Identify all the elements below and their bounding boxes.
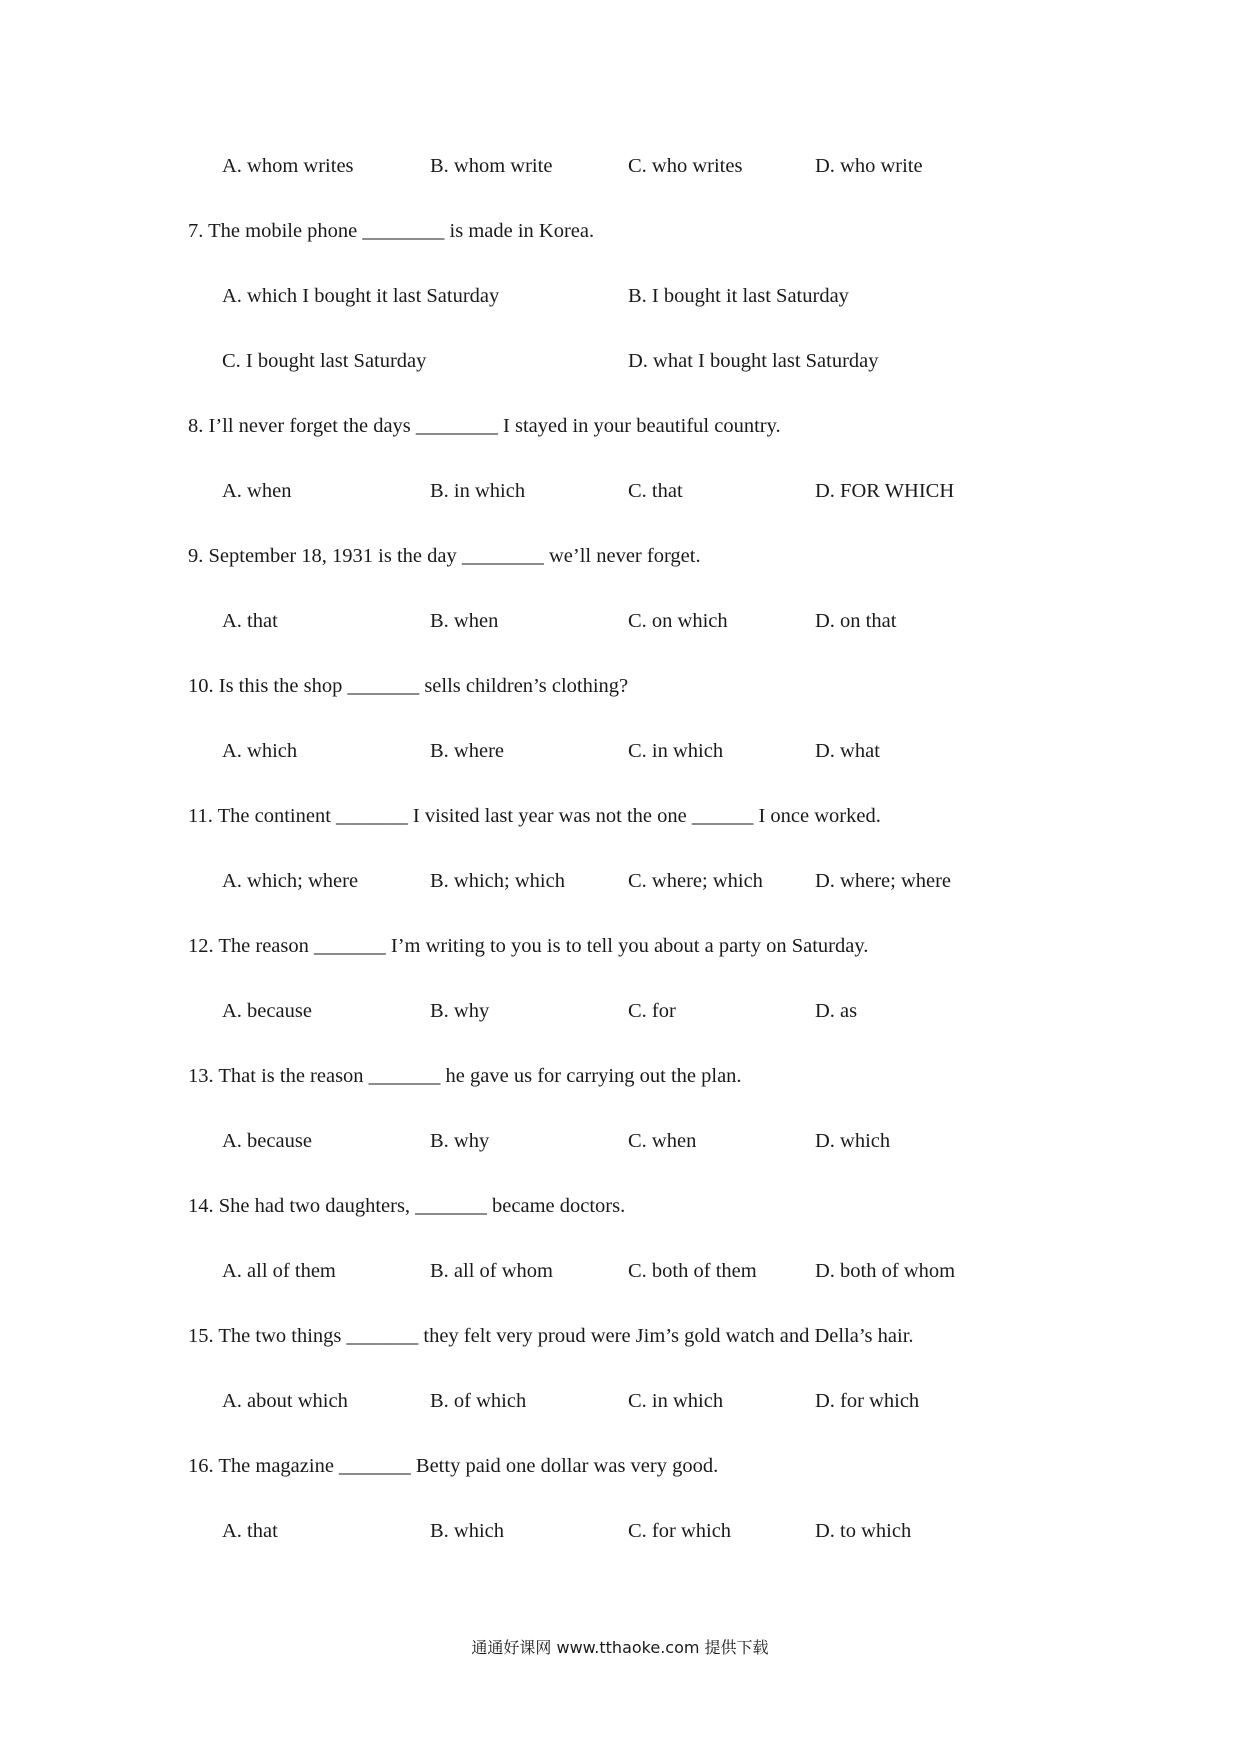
q6-option-b: B. whom write <box>430 155 553 177</box>
q7-options-row2 <box>0 341 1240 381</box>
q16-stem <box>0 1446 1240 1486</box>
q9-option-d: D. on that <box>815 610 897 632</box>
q12-option-a: A. because <box>222 1000 312 1022</box>
q6-options <box>0 146 1240 186</box>
q16-option-b: B. which <box>430 1520 505 1542</box>
q15-option-c: C. in which <box>628 1390 724 1412</box>
question-text: 14. She had two daughters, _______ became doctors. <box>188 1195 626 1217</box>
question-text: 8. I’ll never forget the days ________ I stayed in your beautiful country. <box>188 415 781 437</box>
q13-option-b: B. why <box>430 1130 490 1152</box>
q14-option-c: C. both of them <box>628 1260 757 1282</box>
q11-stem <box>0 796 1240 836</box>
q12-option-c: C. for <box>628 1000 676 1022</box>
q14-stem <box>0 1186 1240 1226</box>
q12-stem <box>0 926 1240 966</box>
q13-options <box>0 1121 1240 1161</box>
q7-option-d: D. what I bought last Saturday <box>628 350 879 372</box>
q9-options <box>0 601 1240 641</box>
q10-option-c: C. in which <box>628 740 724 762</box>
q8-option-d: D. FOR WHICH <box>815 480 955 502</box>
q7-stem <box>0 211 1240 251</box>
q13-option-a: A. because <box>222 1130 312 1152</box>
q13-stem <box>0 1056 1240 1096</box>
q15-option-d: D. for which <box>815 1390 920 1412</box>
q14-options <box>0 1251 1240 1291</box>
q8-stem <box>0 406 1240 446</box>
q10-option-b: B. where <box>430 740 505 762</box>
q10-options <box>0 731 1240 771</box>
q8-option-a: A. when <box>222 480 292 502</box>
q14-option-b: B. all of whom <box>430 1260 553 1282</box>
q11-option-d: D. where; where <box>815 870 952 892</box>
page-footer: 通通好课网 www.tthaoke.com 提供下载 <box>471 1638 769 1657</box>
q7-option-a: A. which I bought it last Saturday <box>222 285 500 307</box>
q10-option-d: D. what <box>815 740 880 762</box>
q6-option-d: D. who write <box>815 155 923 177</box>
question-text: 12. The reason _______ I’m writing to you is to tell you about a party on Saturday. <box>188 935 869 957</box>
q6-option-c: C. who writes <box>628 155 743 177</box>
q7-option-c: C. I bought last Saturday <box>222 350 427 372</box>
q11-option-b: B. which; which <box>430 870 565 892</box>
q11-options <box>0 861 1240 901</box>
question-text: 16. The magazine _______ Betty paid one dollar was very good. <box>188 1455 719 1477</box>
q16-options <box>0 1511 1240 1551</box>
q7-options-row1 <box>0 276 1240 316</box>
q14-option-a: A. all of them <box>222 1260 336 1282</box>
q8-option-c: C. that <box>628 480 683 502</box>
q15-option-a: A. about which <box>222 1390 348 1412</box>
q15-option-b: B. of which <box>430 1390 527 1412</box>
q8-options <box>0 471 1240 511</box>
q13-option-c: C. when <box>628 1130 697 1152</box>
question-text: 9. September 18, 1931 is the day ________ we’ll never forget. <box>188 545 701 567</box>
q16-option-a: A. that <box>222 1520 278 1542</box>
q9-option-a: A. that <box>222 610 278 632</box>
q7-option-b: B. I bought it last Saturday <box>628 285 849 307</box>
q15-options <box>0 1381 1240 1421</box>
question-text: 10. Is this the shop _______ sells children’s clothing? <box>188 675 629 697</box>
question-text: 15. The two things _______ they felt very proud were Jim’s gold watch and Della’s hair. <box>188 1325 914 1347</box>
q12-option-b: B. why <box>430 1000 490 1022</box>
q16-option-c: C. for which <box>628 1520 732 1542</box>
q11-option-a: A. which; where <box>222 870 359 892</box>
q14-option-d: D. both of whom <box>815 1260 956 1282</box>
q16-option-d: D. to which <box>815 1520 912 1542</box>
q15-stem <box>0 1316 1240 1356</box>
q10-option-a: A. which <box>222 740 298 762</box>
q8-option-b: B. in which <box>430 480 526 502</box>
q10-stem <box>0 666 1240 706</box>
q9-stem <box>0 536 1240 576</box>
q13-option-d: D. which <box>815 1130 891 1152</box>
q12-option-d: D. as <box>815 1000 858 1022</box>
q9-option-c: C. on which <box>628 610 728 632</box>
q12-options <box>0 991 1240 1031</box>
q6-option-a: A. whom writes <box>222 155 354 177</box>
question-text: 13. That is the reason _______ he gave us for carrying out the plan. <box>188 1065 742 1087</box>
q9-option-b: B. when <box>430 610 499 632</box>
question-text: 7. The mobile phone ________ is made in Korea. <box>188 220 595 242</box>
q11-option-c: C. where; which <box>628 870 763 892</box>
question-text: 11. The continent _______ I visited last year was not the one ______ I once worked. <box>188 805 881 827</box>
